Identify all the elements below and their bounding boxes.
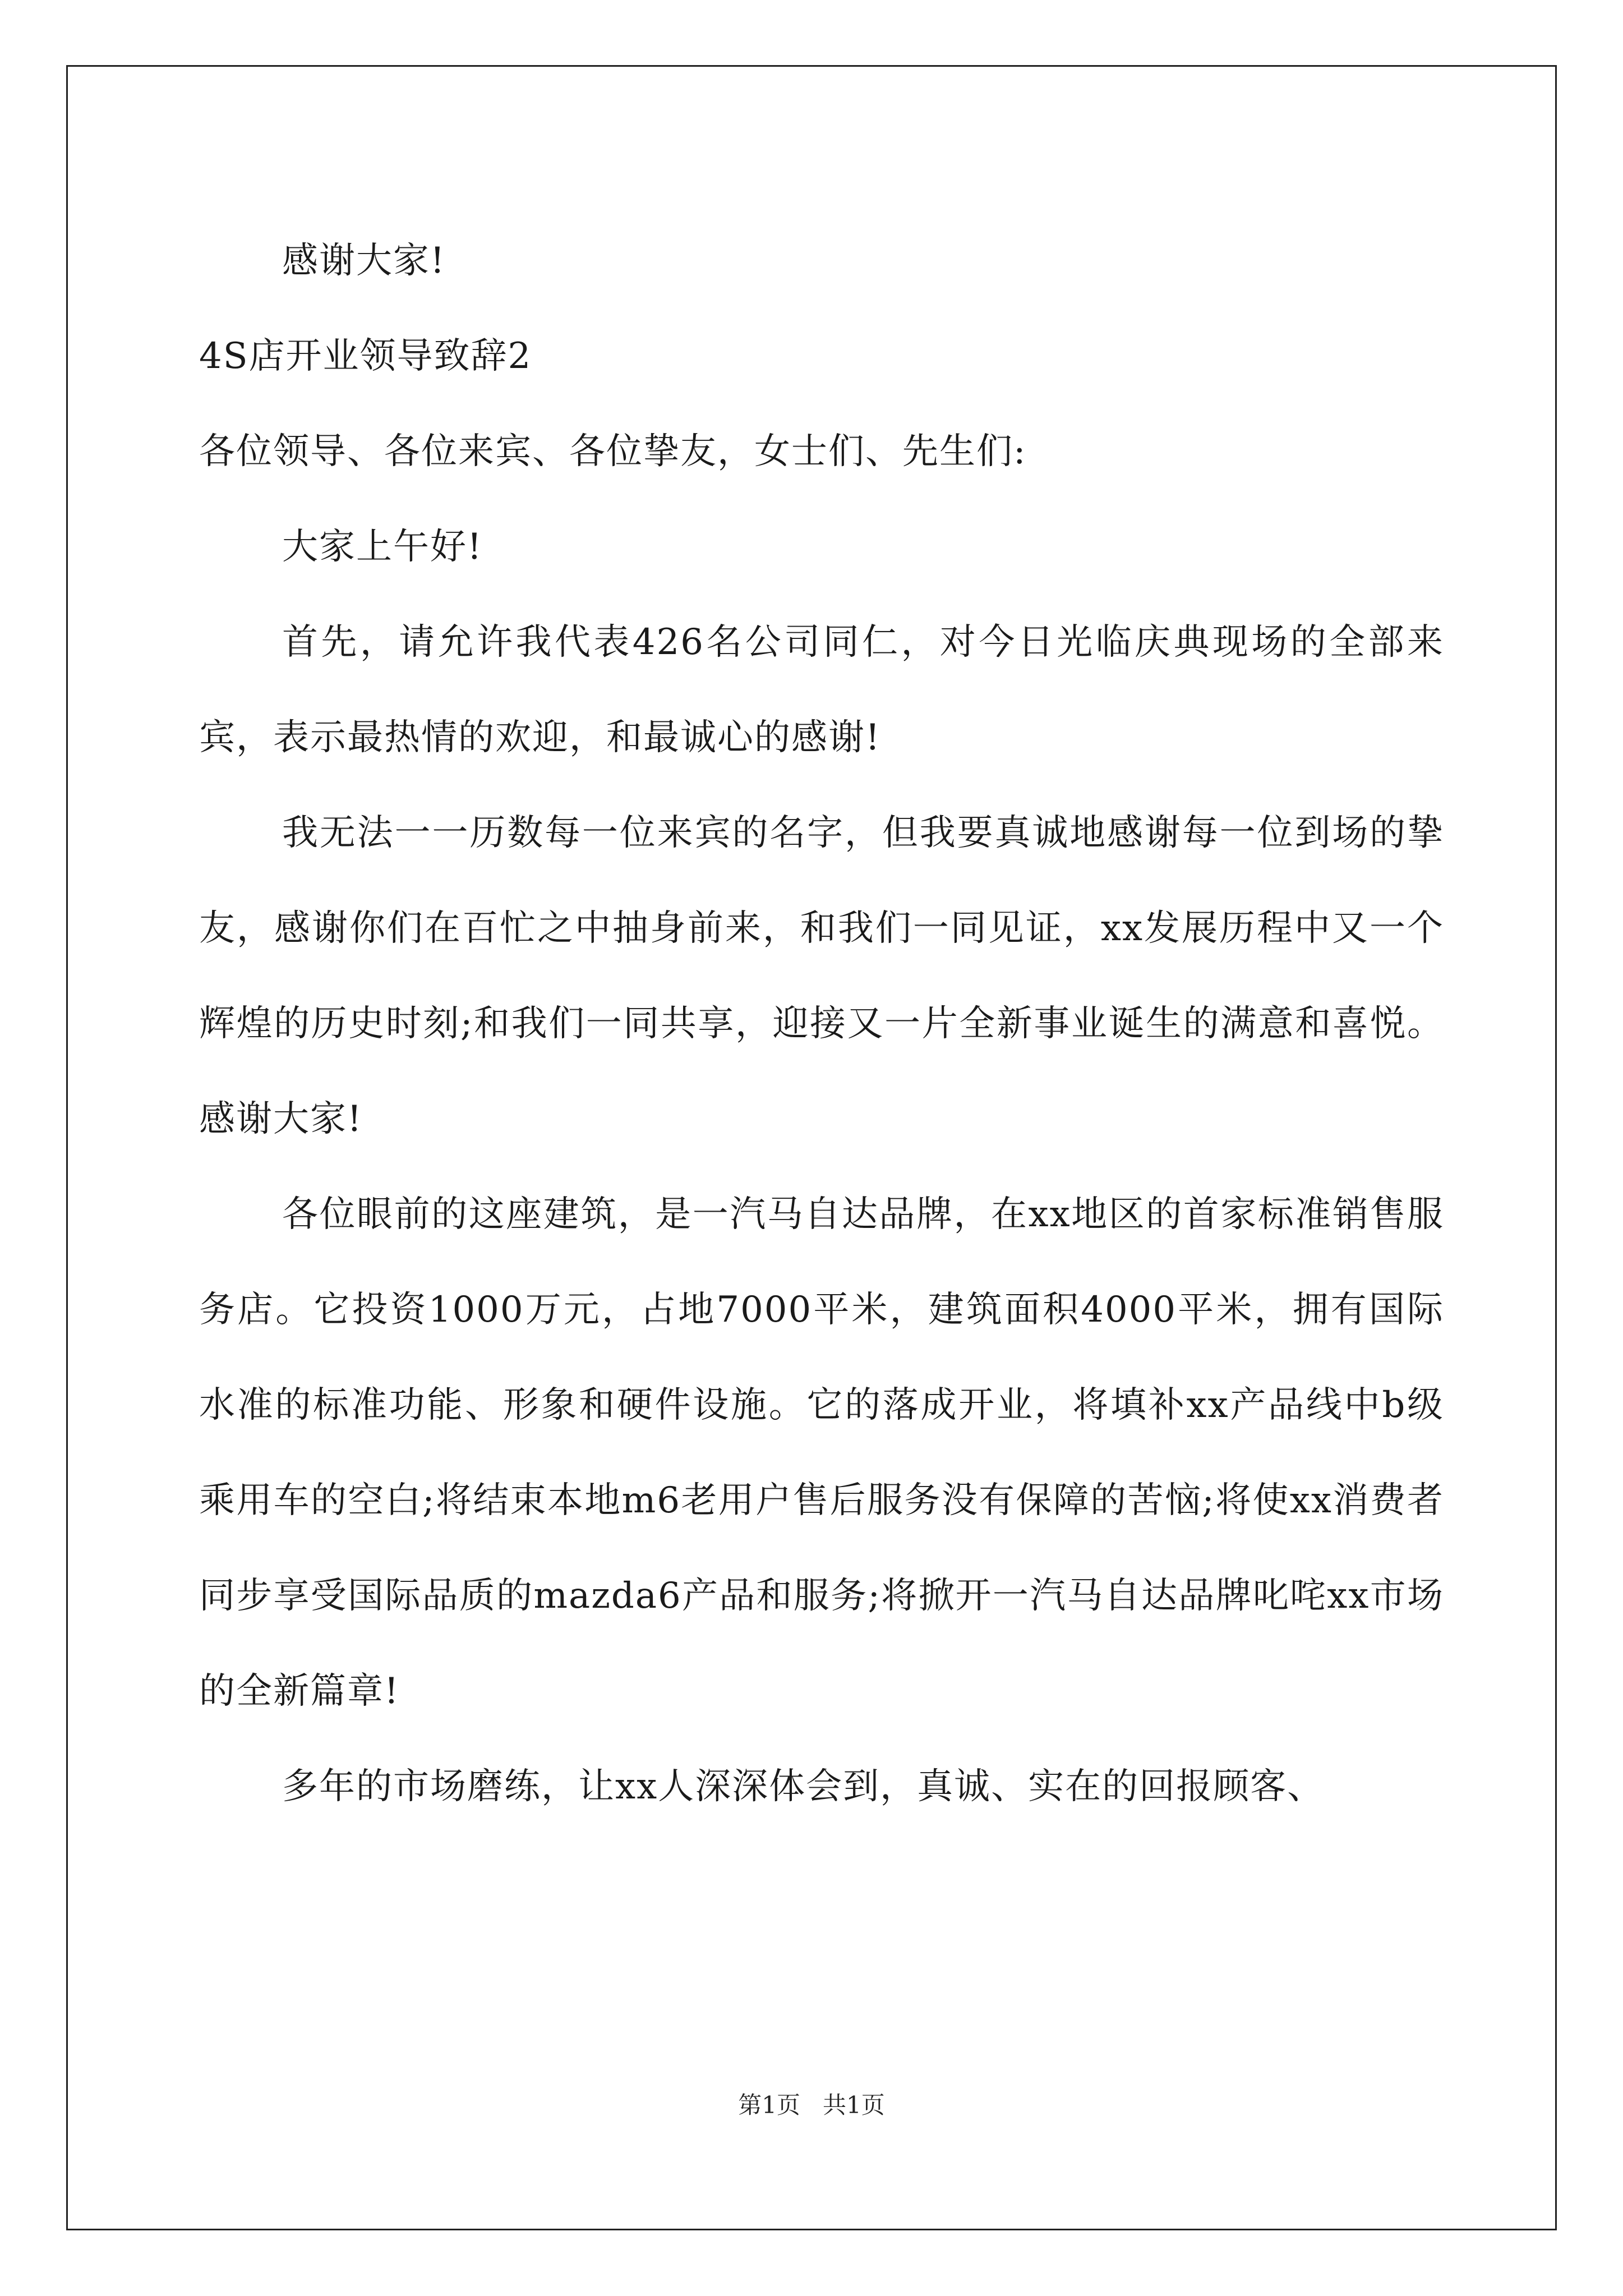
paragraph-closing-thanks: 感谢大家!: [282, 240, 446, 282]
page-footer: 第1页 共1页: [738, 2091, 885, 2119]
paragraph-welcome: 首先，请允许我代表426名公司同仁，对今日光临庆典现场的全部来宾，表示最热情的欢迎，和最诚心的感谢!: [199, 622, 1444, 758]
paragraph-building: 各位眼前的这座建筑，是一汽马自达品牌，在xx地区的首家标准销售服务店。它投资1000万元，占地7000平米，建筑面积4000平米，拥有国际水准的标准功能、形象和硬件设施。它的落成开业，将填补xx产品线中b级乘用车的空白;将结束本地m6老用户售后服务没有保障的苦恼;将使xx消费者同步享受国际品质的mazda6产品和服务;将掀开一汽马自达品牌叱咤xx市场的全新篇章!: [199, 1194, 1444, 1712]
document-body: [199, 213, 1444, 1834]
paragraph-salutation: 各位领导、各位来宾、各位挚友，女士们、先生们:: [199, 431, 1027, 472]
paragraph-greeting: 大家上午好!: [282, 526, 483, 568]
paragraph-market: 多年的市场磨练，让xx人深深体会到，真诚、实在的回报顾客、: [282, 1766, 1325, 1807]
paragraph-thanks-friends: 我无法一一历数每一位来宾的名字，但我要真诚地感谢每一位到场的挚友，感谢你们在百忙之中抽身前来，和我们一同见证，xx发展历程中又一个辉煌的历史时刻;和我们一同共享，迎接又一片全新事业诞生的满意和喜悦。感谢大家!: [199, 812, 1444, 1140]
speech-title: 4S店开业领导致辞2: [199, 335, 532, 377]
